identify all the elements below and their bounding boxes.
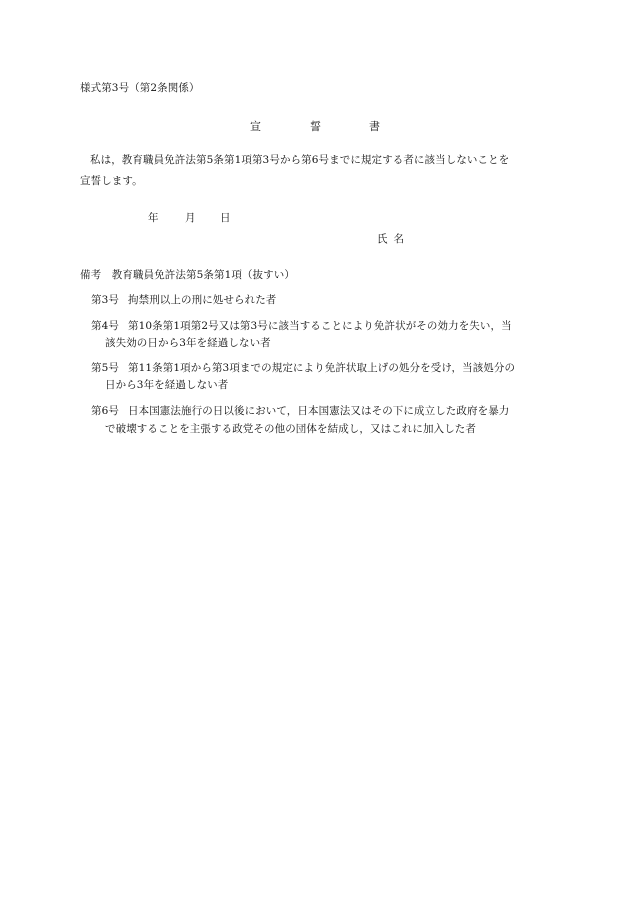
item-text-line-2: で破壊することを主張する政党その他の団体を結成し，又はこれに加入した者 xyxy=(105,423,476,435)
item-number: 第5号 xyxy=(91,362,119,374)
date-day-label: 日 xyxy=(220,212,231,224)
item-text-line-1: 第10条第1項第2号又は第3号に該当することにより免許状がその効力を失い，当 xyxy=(128,320,512,332)
date-year-label: 年 xyxy=(148,212,159,224)
item-number: 第6号 xyxy=(91,405,119,417)
date-month-label: 月 xyxy=(185,212,196,224)
item-text-line-1: 第11条第1項から第3項までの規定により免許状取上げの処分を受け，当該処分の xyxy=(128,362,516,374)
item-text-line-2: 該失効の日から3年を経過しない者 xyxy=(105,337,271,349)
item-text-line-1: 日本国憲法施行の日以後において，日本国憲法又はその下に成立した政府を暴力 xyxy=(128,405,510,417)
name-label: 氏名 xyxy=(377,233,410,245)
item-text-line-2: 日から3年を経過しない者 xyxy=(105,379,229,391)
oath-text-line-1: 私は，教育職員免許法第5条第1項第3号から第6号までに規定する者に該当しないことを xyxy=(90,154,510,166)
remarks-heading: 備考 教育職員免許法第5条第1項（抜すい） xyxy=(80,269,295,281)
form-label: 様式第3号（第2条関係） xyxy=(80,82,200,94)
title-char-1: 宣 xyxy=(250,120,262,133)
item-number: 第3号 xyxy=(91,294,119,306)
title-char-2: 誓 xyxy=(310,120,322,133)
oath-text-line-2: 宣誓します。 xyxy=(80,175,143,187)
item-number: 第4号 xyxy=(91,320,119,332)
title-char-3: 書 xyxy=(369,120,381,133)
item-text-line-1: 拘禁刑以上の刑に処せられた者 xyxy=(128,294,277,306)
